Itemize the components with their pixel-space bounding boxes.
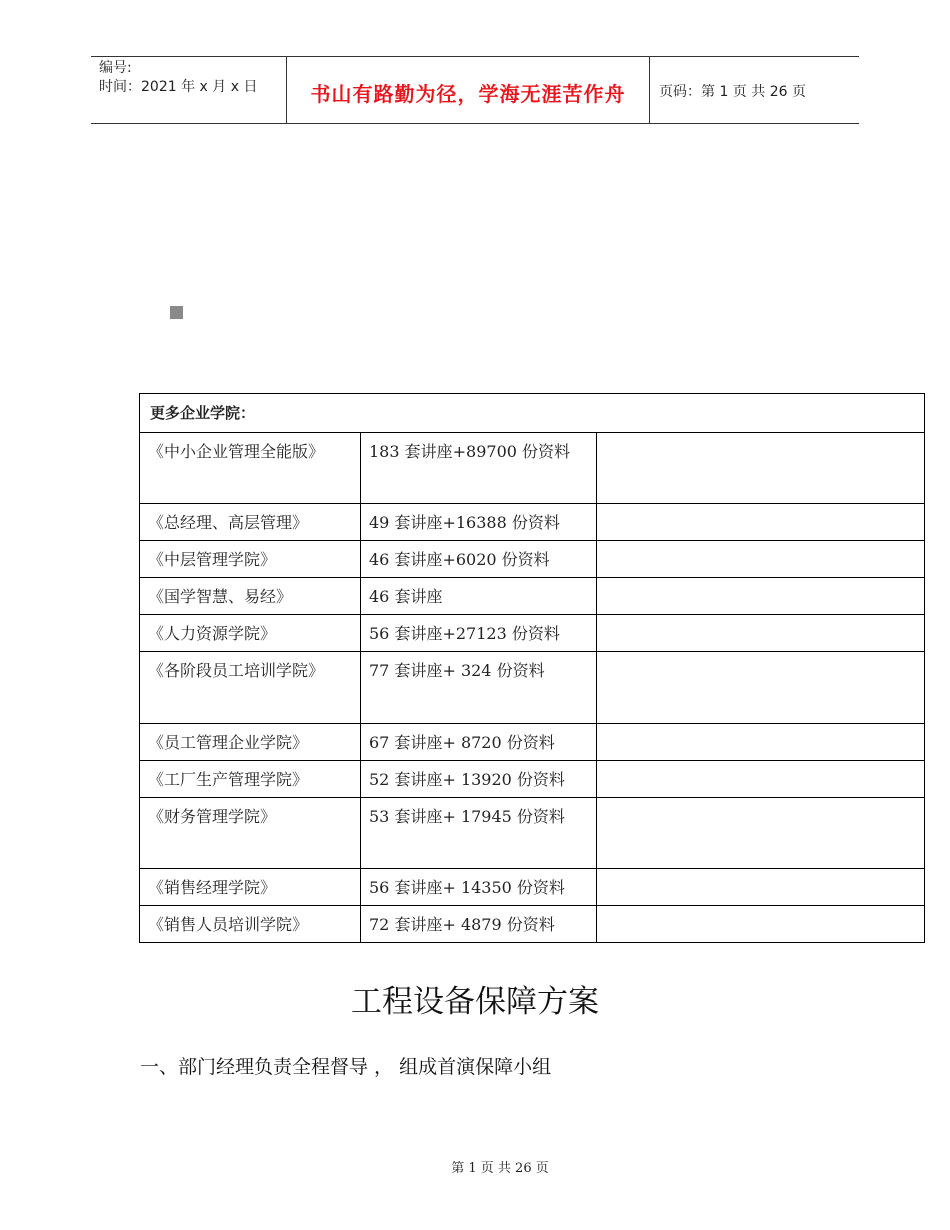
- table-row: [140, 798, 925, 869]
- page-header: [91, 56, 859, 124]
- course-name: 《各阶段员工培训学院》: [140, 652, 361, 724]
- course-name: 《国学智慧、易经》: [140, 578, 361, 615]
- table-row: [140, 869, 925, 906]
- course-detail: 53 套讲座+ 17945 份资料: [361, 798, 597, 869]
- course-extra: [597, 724, 925, 761]
- table-heading: 更多企业学院：: [140, 394, 925, 433]
- time-label: 时间：2021 年 x 月 x 日: [99, 79, 258, 95]
- course-detail: 56 套讲座+27123 份资料: [361, 615, 597, 652]
- course-detail: 56 套讲座+ 14350 份资料: [361, 869, 597, 906]
- course-extra: [597, 869, 925, 906]
- table-row: [140, 433, 925, 504]
- table-row: [140, 504, 925, 541]
- table-row: [140, 652, 925, 724]
- table-row: [140, 761, 925, 798]
- course-extra: [597, 433, 925, 504]
- course-extra: [597, 504, 925, 541]
- course-name: 《财务管理学院》: [140, 798, 361, 869]
- course-detail: 67 套讲座+ 8720 份资料: [361, 724, 597, 761]
- course-detail: 77 套讲座+ 324 份资料: [361, 652, 597, 724]
- header-divider: [649, 57, 650, 123]
- course-name: 《人力资源学院》: [140, 615, 361, 652]
- course-name: 《员工管理企业学院》: [140, 724, 361, 761]
- course-name: 《总经理、高层管理》: [140, 504, 361, 541]
- course-name: 《销售经理学院》: [140, 869, 361, 906]
- header-motto: 书山有路勤为径，学海无涯苦作舟: [310, 82, 626, 106]
- table-row: [140, 578, 925, 615]
- course-extra: [597, 615, 925, 652]
- gray-square-icon: [170, 306, 183, 319]
- course-extra: [597, 578, 925, 615]
- course-name: 《中层管理学院》: [140, 541, 361, 578]
- section-heading: 一、部门经理负责全程督导 ， 组成首演保障小组: [140, 1056, 552, 1078]
- course-name: 《中小企业管理全能版》: [140, 433, 361, 504]
- course-table: [139, 393, 925, 943]
- header-meta: [99, 59, 257, 97]
- course-detail: 46 套讲座: [361, 578, 597, 615]
- document-title: 工程设备保障方案: [351, 984, 599, 1020]
- header-page-info: 页码：第 1 页 共 26 页: [659, 84, 806, 100]
- course-extra: [597, 652, 925, 724]
- table-heading-row: [140, 394, 925, 433]
- course-extra: [597, 798, 925, 869]
- course-extra: [597, 761, 925, 798]
- footer-page-number: 第 1 页 共 26 页: [451, 1161, 549, 1176]
- table-row: [140, 724, 925, 761]
- number-label: 编号:: [99, 60, 132, 76]
- course-extra: [597, 541, 925, 578]
- course-detail: 46 套讲座+6020 份资料: [361, 541, 597, 578]
- table-row: [140, 906, 925, 943]
- course-detail: 183 套讲座+89700 份资料: [361, 433, 597, 504]
- course-detail: 52 套讲座+ 13920 份资料: [361, 761, 597, 798]
- course-name: 《销售人员培训学院》: [140, 906, 361, 943]
- table-row: [140, 615, 925, 652]
- course-detail: 72 套讲座+ 4879 份资料: [361, 906, 597, 943]
- table-row: [140, 541, 925, 578]
- course-extra: [597, 906, 925, 943]
- course-detail: 49 套讲座+16388 份资料: [361, 504, 597, 541]
- course-name: 《工厂生产管理学院》: [140, 761, 361, 798]
